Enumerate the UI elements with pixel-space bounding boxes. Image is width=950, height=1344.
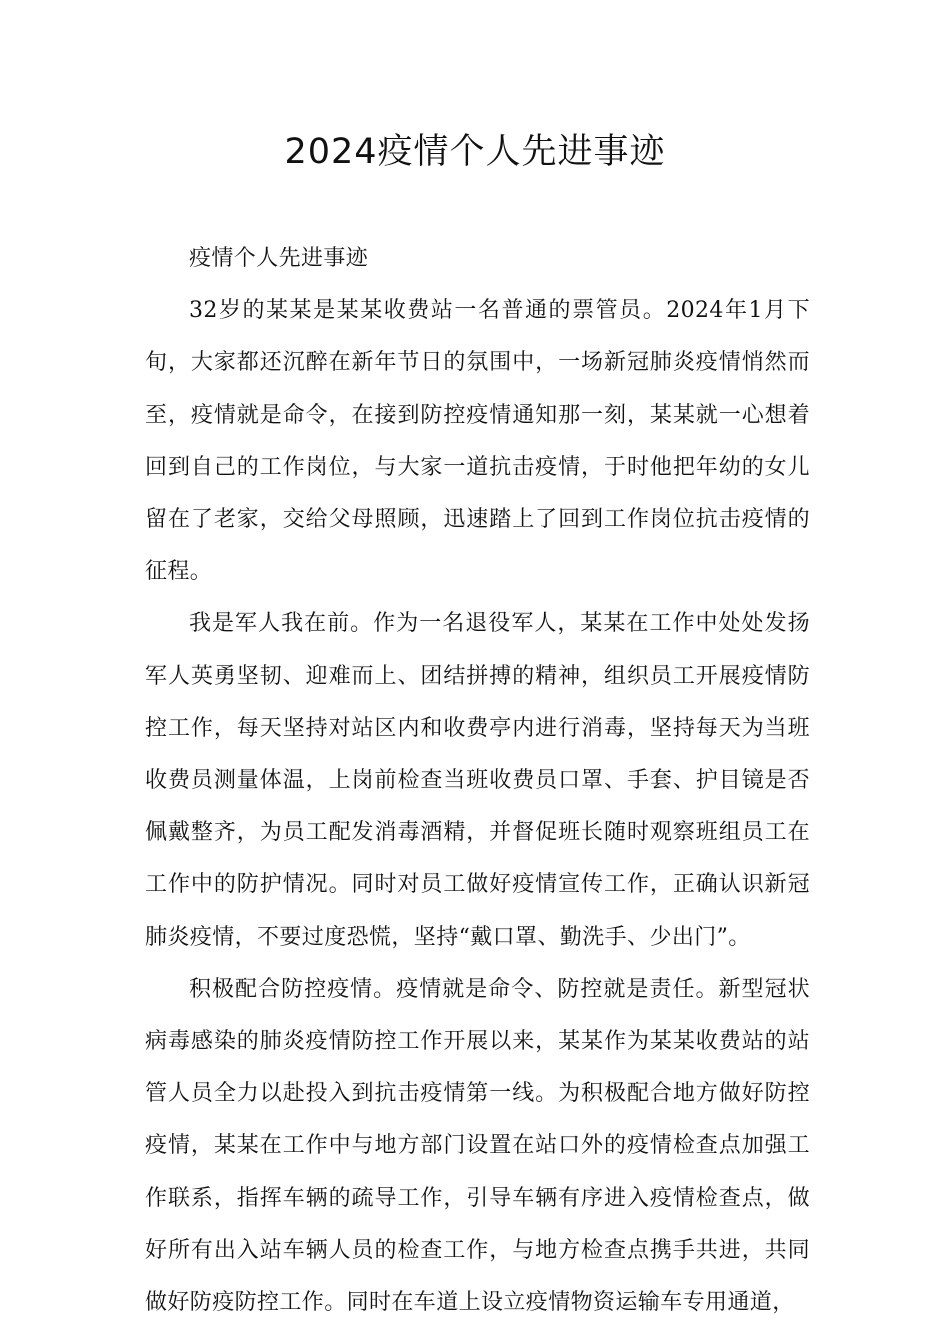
- body-paragraph-1: 32岁的某某是某某收费站一名普通的票管员。2024年1月下旬，大家都还沉醉在新年节日的氛围中，一场新冠肺炎疫情悄然而至，疫情就是命令，在接到防控疫情通知那一刻，某某就一心想着回到自己的工作岗位，与大家一道抗击疫情，于时他把年幼的女儿留在了老家，交给父母照顾，迅速踏上了回到工作岗位抗击疫情的征程。: [145, 298, 810, 585]
- body-paragraph-3: 积极配合防控疫情。疫情就是命令、防控就是责任。新型冠状病毒感染的肺炎疫情防控工作开展以来，某某作为某某收费站的站管人员全力以赴投入到抗击疫情第一线。为积极配合地方做好防控疫情，某某在工作中与地方部门设置在站口外的疫情检查点加强工作联系，指挥车辆的疏导工作，引导车辆有序进入疫情检查点，做好所有出入站车辆人员的检查工作，与地方检查点携手共进，共同做好防疫防控工作。同时在车道上设立疫情物资运输车专用通道，: [145, 976, 810, 1316]
- document-title: 2024疫情个人先进事迹: [284, 132, 666, 172]
- document-body: [145, 233, 810, 1329]
- subtitle-paragraph: 疫情个人先进事迹: [189, 246, 369, 271]
- body-paragraph-2: 我是军人我在前。作为一名退役军人，某某在工作中处处发扬军人英勇坚韧、迎难而上、团结拼搏的精神，组织员工开展疫情防控工作，每天坚持对站区内和收费亭内进行消毒，坚持每天为当班收费员测量体温，上岗前检查当班收费员口罩、手套、护目镜是否佩戴整齐，为员工配发消毒酒精，并督促班长随时观察班组员工在工作中的防护情况。同时对员工做好疫情宣传工作，正确认识新冠肺炎疫情，不要过度恐慌，坚持“戴口罩、勤洗手、少出门”。: [145, 611, 810, 950]
